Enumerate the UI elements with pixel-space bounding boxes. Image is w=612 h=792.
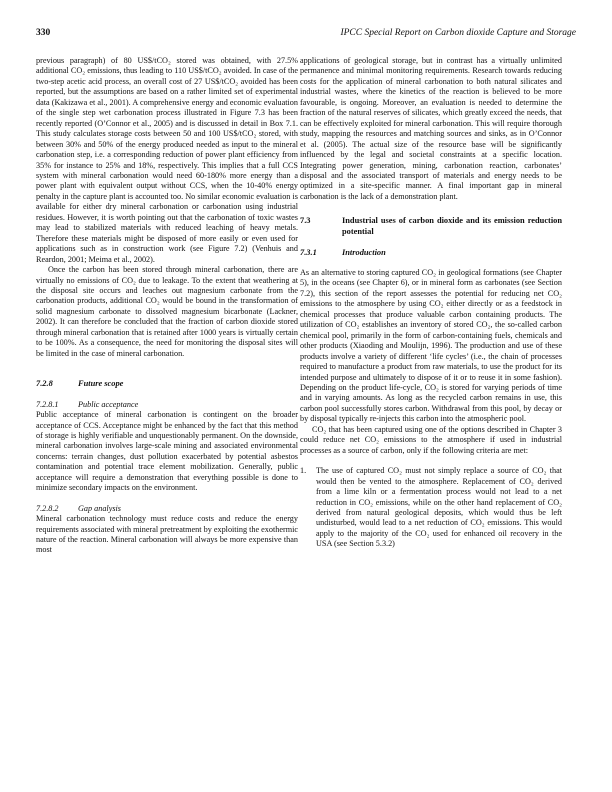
section-number: 7.2.8.1 [36,399,59,409]
section-heading-7-2-8-1 [36,400,298,410]
section-title: Industrial uses of carbon dioxide and its emission reduction potential [342,216,562,236]
section-heading-7-2-8 [36,379,298,389]
section-number: 7.3 [300,216,311,226]
section-number: 7.2.8 [36,379,53,389]
section-title: Future scope [78,379,124,389]
section-title: Public acceptance [78,399,139,409]
paragraph: Mineral carbonation technology must reduce costs and reduce the energy requirements associated with mineral pretreatment by exploiting the exothermic nature of the reaction. Mineral carbonation will always be more expensive than most [36,514,298,555]
running-title: IPCC Special Report on Carbon dioxide Capture and Storage [340,28,576,38]
page-number: 330 [36,28,51,38]
section-title: Gap analysis [78,503,121,513]
right-column [300,56,562,550]
list-marker: 1. [300,466,307,476]
section-heading-7-3-1 [300,248,562,258]
section-number: 7.2.8.2 [36,503,59,513]
section-title: Introduction [342,247,386,257]
section-number: 7.3.1 [300,247,317,257]
paragraph: applications of geological storage, but in contrast has a virtually unlimited permanence and minimal monitoring requirements. Research towards reducing costs for the application of mineral carbonation to both natural silicates and industrial wastes, where the kinetics of the reaction is believed to be more favourable, is ongoing. Moreover, an evaluation is needed to determine the fraction of the natural reserves of silicates, which greatly exceed the needs, that can be effectively exploited for mineral carbonation. This will require thorough study, mapping the resources and matching sources and sinks, as in O’Connor et al. (2005). The actual size of the resource base will be significantly influenced by the legal and societal constraints at a specific location. Integrating power generation, mining, carbonation reaction, carbonates’ disposal and the associated transport of materials and energy needs to be optimized in a site-specific manner. A final important gap in mineral carbonation is the lack of a demonstration plant. [300,56,562,201]
section-heading-7-3 [300,216,562,237]
list-item-text: The use of captured CO₂ must not simply replace a source of CO₂ that would then be vented to the atmosphere. Replacement of CO₂ derived from a lime kiln or a fermentation process would not lead to a net reduction in CO₂ emissions, while on the other hand replacement of CO₂ derived from natural geological deposits, which would thus be left undisturbed, would lead to a net reduction of CO₂ emissions. This would apply to the majority of the CO₂ used for enhanced oil recovery in the USA (see Section 5.3.2) [316,466,562,549]
list-item [300,466,562,550]
paragraph: As an alternative to storing captured CO₂ in geological formations (see Chapter 5), in the oceans (see Chapter 6), or in mineral form as carbonates (see Section 7.2), this section of the report assesses the potential for reducing net CO₂ emissions to the atmosphere by using CO₂ either directly or as a feedstock in chemical processes that produce valuable carbon containing products. The utilization of CO₂ establishes an inventory of stored CO₂, the so-called carbon chemical pool, primarily in the form of carbon-containing fuels, chemicals and other products (Xiaoding and Moulijn, 1996). The production and use of these products involve a variety of different ‘life cycles’ (i.e., the chain of processes required to manufacture a product from raw materials, to use the product for its intended purpose and ultimately to dispose of it or to reuse it in some fashion). Depending on the product life-cycle, CO₂ is stored for varying periods of time and in varying amounts. As long as the recycled carbon remains in use, this carbon pool successfully stores carbon. Withdrawal from this pool, by decay or by disposal typically re-injects this carbon into the atmospheric pool. [300,267,562,424]
paragraph: Public acceptance of mineral carbonation is contingent on the broader acceptance of CCS. Acceptance might be enhanced by the fact that this method of storage is highly verifiable and unquestionably permanent. On the downside, mineral carbonation involves large-scale mining and associated environmental concerns: terrain changes, dust pollution exacerbated by potential asbestos contamination and potential trace element mobilization. Generally, public acceptance will require a demonstration that everything possible is done to minimize secondary impacts on the environment. [36,410,298,493]
paragraph: Once the carbon has been stored through mineral carbonation, there are virtually no emissions of CO₂ due to leakage. To the extent that weathering at the disposal site occurs and leaches out magnesium carbonate from the carbonation products, additional CO₂ would be bound in the transformation of solid magnesium carbonate to dissolved magnesium bicarbonate (Lackner, 2002). It can therefore be concluded that the fraction of carbon dioxide stored through mineral carbonation that is retained after 1000 years is virtually certain to be 100%. As a consequence, the need for monitoring the disposal sites will be limited in the case of mineral carbonation. [36,265,298,358]
paragraph: previous paragraph) of 80 US$/tCO₂ stored was obtained, with 27.5% additional CO₂ emissions, thus leading to 110 US$/tCO₂ avoided. In case of the two-step acetic acid process, an overall cost of 27 US$/tCO₂ avoided has been reported, but the assumptions are based on a rather limited set of experimental data (Kakizawa et al., 2001). A comprehensive energy and economic evaluation of the single step wet carbonation process illustrated in Figure 7.3 has been recently reported (O’Connor et al., 2005) and is discussed in detail in Box 7.1. This study calculates storage costs between 50 and 100 US$/tCO₂ stored, with between 30% and 50% of the energy produced needed as input to the mineral carbonation step, i.e. a corresponding reduction of power plant efficiency from 35% for instance to 25% and 18%, respectively. This implies that a full CCS system with mineral carbonation would need 60-180% more energy than a power plant with equivalent output without CCS, when the 10-40% energy penalty in the capture plant is accounted too. No similar economic evaluation is available for either dry mineral carbonation or carbonation using industrial residues. However, it is worth pointing out that the carbonation of toxic wastes may lead to stabilized materials with reduced leaching of heavy metals. Therefore these materials might be disposed of more easily or even used for applications such as in construction work (see Figure 7.2) (Venhuis and Reardon, 2001; Meima et al., 2002). [36,56,298,264]
paragraph: CO₂ that has been captured using one of the options described in Chapter 3 could reduce net CO₂ emissions to the atmosphere if used in industrial processes as a source of carbon, only if the following criteria are met: [300,424,562,455]
left-column [36,56,298,556]
section-heading-7-2-8-2 [36,504,298,514]
